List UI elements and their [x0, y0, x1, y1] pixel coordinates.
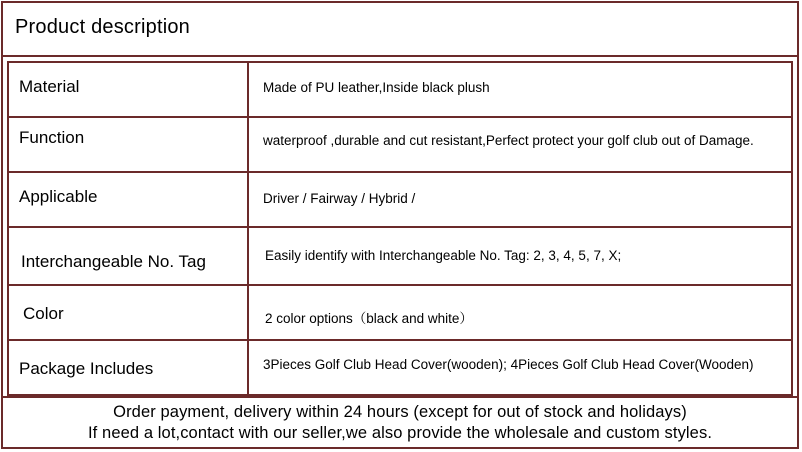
row-value-material: Made of PU leather,Inside black plush — [263, 80, 490, 95]
row-interchangeable-tag — [9, 228, 791, 286]
footer-notice — [3, 396, 797, 447]
row-value-function: waterproof ,durable and cut resistant,Perfect protect your golf club out of Damage. — [263, 133, 754, 148]
row-value-applicable: Driver / Fairway / Hybrid / — [263, 191, 416, 206]
row-value-interchangeable-tag: Easily identify with Interchangeable No. Tag: 2, 3, 4, 5, 7, X; — [265, 248, 622, 263]
row-label-material: Material — [19, 77, 80, 96]
row-label-color: Color — [23, 304, 64, 323]
row-applicable — [9, 173, 791, 228]
row-function — [9, 118, 791, 173]
footer-line-delivery: Order payment, delivery within 24 hours (except for out of stock and holidays) — [113, 403, 687, 421]
row-color — [9, 286, 791, 341]
table-header — [3, 3, 797, 57]
page-title: Product description — [15, 16, 191, 38]
row-package-includes — [9, 341, 791, 396]
row-label-function: Function — [19, 128, 85, 147]
row-label-applicable: Applicable — [19, 187, 98, 206]
row-value-color: 2 color options（black and white） — [265, 311, 473, 326]
product-description-table — [1, 1, 799, 449]
row-label-package-includes: Package Includes — [19, 359, 154, 378]
footer-line-wholesale: If need a lot,contact with our seller,we also provide the wholesale and custom styles. — [87, 424, 712, 442]
row-value-package-includes: 3Pieces Golf Club Head Cover(wooden); 4Pieces Golf Club Head Cover(Wooden) — [263, 357, 754, 372]
row-label-interchangeable-tag: Interchangeable No. Tag — [21, 252, 206, 271]
spec-rows — [7, 61, 793, 396]
row-material — [9, 63, 791, 118]
